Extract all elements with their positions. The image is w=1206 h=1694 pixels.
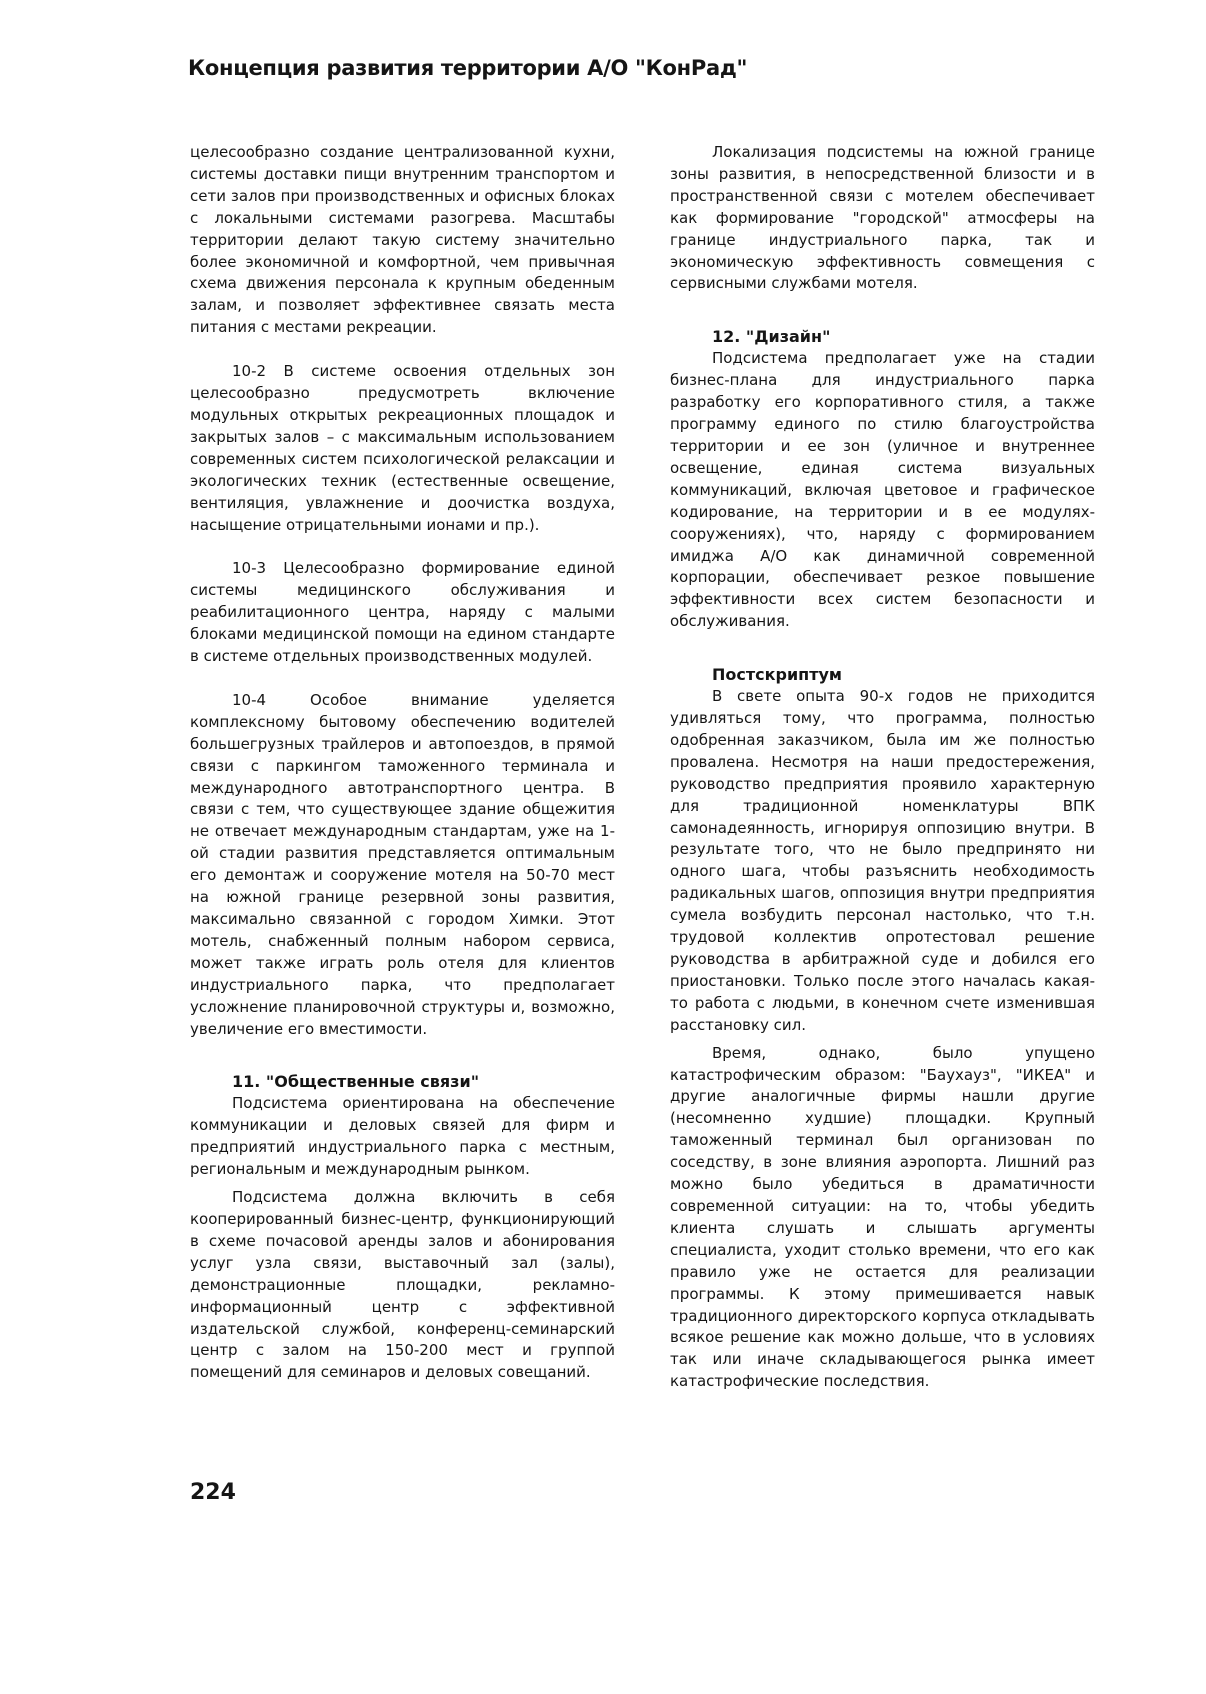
paragraph: В свете опыта 90-х годов не приходится удивляться тому, что программа, полностью одобренная заказчиком, была им же полностью провалена. Несмотря на наши предостережения, руководство предприятия проявило характерную для традиционной номенклатуры ВПК самонадеянность, игнорируя оппозицию внутри. В результате того, что не было предпринято ни одного шага, чтобы разъяснить необходимость радикальных шагов, оппозиция внутри предприятия сумела возбудить персонал настолько, что т.н. трудовой коллектив опротестовал решение руководства в арбитражной суде и добился его приостановки. Только после этого началась какая-то работа с людьми, в конечном счете изменившая расстановку сил.: [670, 687, 1095, 1034]
left-column: [190, 142, 615, 1384]
paragraph: Подсистема ориентирована на обеспечение коммуникации и деловых связей для фирм и предприятий индустриального парка с местным, региональным и международным рынком.: [190, 1094, 615, 1179]
paragraph: 10-3 Целесообразно формирование единой системы медицинского обслуживания и реабилитационного центра, наряду с малыми блоками медицинской помощи на едином стандарте в системе отдельных производственных модулей.: [190, 559, 615, 666]
paragraph: целесообразно создание централизованной кухни, системы доставки пищи внутренним транспортом и сети залов при производственных и офисных блоках с локальными системами разогрева. Масштабы территории делают такую систему значительно более экономичной и комфортной, чем привычная схема движения персонала к крупным обеденным залам, и позволяет эффективнее связать места питания с местами рекреации.: [190, 143, 615, 337]
paragraph: Локализация подсистемы на южной границе зоны развития, в непосредственной близости и в пространственной связи с мотелем обеспечивает как формирование "городской" атмосферы на границе индустриального парка, так и экономическую эффективность совмещения с сервисными службами мотеля.: [670, 143, 1095, 293]
section-heading: 12. "Дизайн": [712, 327, 831, 347]
page-number: 224: [190, 1480, 236, 1505]
paragraph: 10-2 В системе освоения отдельных зон целесообразно предусмотреть включение модульных открытых рекреационных площадок и закрытых залов – с максимальным использованием современных систем психологической релаксации и экологических техник (естественные освещение, вентиляция, увлажнение и доочистка воздуха, насыщение отрицательными ионами и пр.).: [190, 362, 615, 534]
paragraph: 10-4 Особое внимание уделяется комплексному бытовому обеспечению водителей большегрузных трайлеров и автопоездов, в прямой связи с паркингом таможенного терминала и международного автотранспортного центра. В связи с тем, что существующее здание общежития не отвечает международным стандартам, уже на 1-ой стадии развития представляется оптимальным его демонтаж и сооружение мотеля на 50-70 мест на южной границе резервной зоны развития, максимально связанной с городом Химки. Этот мотель, снабженный полным набором сервиса, может также играть роль отеля для клиентов индустриального парка, что предполагает усложнение планировочной структуры и, возможно, увеличение его вместимости.: [190, 690, 615, 1038]
page-title: Концепция развития территории А/О "КонРад": [188, 56, 748, 80]
section-heading: Постскриптум: [712, 665, 842, 685]
right-column: [670, 142, 1095, 1393]
paragraph: Время, однако, было упущено катастрофическим образом: "Баухауз", "ИКЕА" и другие аналогичные фирмы нашли другие (несомненно худшие) площадки. Крупный таможенный терминал был организован по соседству, в зоне влияния аэропорта. Лишний раз можно было убедиться в драматичности современной ситуации: на то, чтобы убедить клиента слушать и слышать аргументы специалиста, уходит столько времени, что его как правило уже не остается для реализации программы. К этому примешивается навык традиционного директорского корпуса откладывать всякое решение как можно дольше, что в условиях так или иначе складывающегося рынка имеет катастрофические последствия.: [670, 1043, 1095, 1391]
paragraph: Подсистема должна включить в себя кооперированный бизнес-центр, функционирующий в схеме почасовой аренды залов и абонирования услуг узла связи, выставочный зал (залы), демонстрационные площадки, рекламно-информационный центр с эффективной издательской службой, конференц-семинарский центр с залом на 150-200 мест и группой помещений для семинаров и деловых совещаний.: [190, 1188, 615, 1382]
paragraph: Подсистема предполагает уже на стадии бизнес-плана для индустриального парка разработку его корпоративного стиля, а также программу единого по стилю благоустройства территории и ее зон (уличное и внутреннее освещение, единая система визуальных коммуникаций, включая цветовое и графическое кодирование, на территории и в ее модулях-сооружениях), что, наряду с формированием имиджа А/О как динамичной современной корпорации, обеспечивает резкое повышение эффективности всех систем безопасности и обслуживания.: [670, 349, 1095, 631]
section-heading: 11. "Общественные связи": [232, 1072, 480, 1092]
